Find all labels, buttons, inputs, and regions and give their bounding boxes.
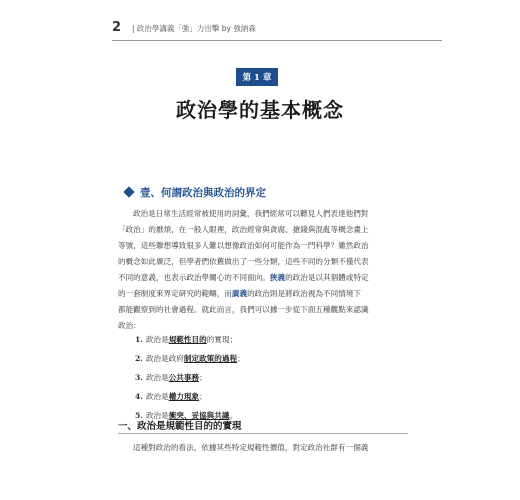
section-heading — [125, 185, 266, 199]
list-text: 的實現； — [206, 335, 238, 344]
subsection-rule — [118, 433, 408, 434]
list-keyword: 衝突、妥協與共識 — [168, 411, 230, 420]
list-text: 。 — [229, 411, 238, 420]
list-number: 1. — [135, 335, 143, 344]
paragraph-line: 政治： — [118, 321, 141, 330]
list-text: ； — [237, 354, 245, 363]
section-title: 壹、何謂政治與政治的界定 — [140, 186, 266, 199]
list-text: 政治是 — [145, 411, 169, 420]
emphasis-broad: 廣義 — [231, 289, 248, 298]
paragraph-line: 「政治」的厭煩，在一般人眼裡，政治經常與貪腐、搶錢與混亂等概念畫上 — [118, 225, 369, 234]
list-keyword: 規範性目的 — [168, 335, 207, 344]
list-text: ； — [199, 392, 207, 401]
text-run: 不同的意義，也表示政治學關心的不同面向。 — [118, 273, 270, 282]
running-head: | 政治學講義「強」力出擊 by 強納森 — [132, 24, 256, 33]
paragraph-line — [118, 270, 408, 286]
text-run: 的政治是以其個體或特定 — [285, 273, 369, 282]
list-text: 政治是 — [145, 373, 169, 382]
paragraph-line: 政治是日常生活經常被使用的詞彙，我們經常可以聽見人們表達他們對 — [133, 209, 369, 218]
subsection-title: 一、政治是規範性目的的實現 — [118, 421, 242, 432]
list-keyword: 公共事務 — [168, 373, 200, 382]
page-number: 2 — [112, 20, 122, 35]
text-run: 的一套制度來界定研究的範疇，而 — [118, 289, 232, 298]
list-item — [135, 368, 245, 387]
list-number: 2. — [135, 354, 143, 363]
paragraph-line: 都能觀察到的社會過程。就此而言，我們可以據一步從下面五種觀點來認識 — [118, 305, 369, 314]
list-text: 政治是政府 — [145, 354, 184, 363]
list-number: 3. — [135, 373, 143, 382]
paragraph-line: 這種對政治的看法，依據其些特定規範性價值，對定政治社群有一個義 — [133, 443, 369, 452]
list-text: ； — [199, 373, 207, 382]
page-header — [112, 20, 442, 42]
list-item — [135, 349, 245, 368]
chapter-title: 政治學的基本概念 — [176, 98, 344, 122]
diamond-bullet-icon — [123, 186, 134, 197]
emphasis-narrow: 狹義 — [269, 273, 286, 282]
list-number: 5. — [135, 411, 143, 420]
subsection-paragraph — [118, 440, 408, 456]
paragraph-line — [118, 286, 408, 302]
viewpoint-list — [135, 330, 245, 425]
chapter-badge: 第 1 章 — [236, 68, 278, 86]
list-text: 政治是 — [145, 335, 169, 344]
paragraph-line: 的概念如此廣泛，但學者們依舊做出了一些分類，這些不同的分類不僅代表 — [118, 257, 369, 266]
list-item — [135, 387, 245, 406]
list-item — [135, 330, 245, 349]
paragraph-line: 等號，這些聯想導致很多人難以想像政治如何可能作為一門科學？雖然政治 — [118, 241, 369, 250]
intro-paragraph — [118, 206, 408, 334]
list-keyword: 制定政策的過程 — [183, 354, 238, 363]
list-number: 4. — [135, 392, 143, 401]
list-keyword: 權力現象 — [168, 392, 200, 401]
list-text: 政治是 — [145, 392, 169, 401]
text-run: 的政治則是將政治視為不同情境下 — [247, 289, 361, 298]
header-rule — [112, 40, 442, 41]
